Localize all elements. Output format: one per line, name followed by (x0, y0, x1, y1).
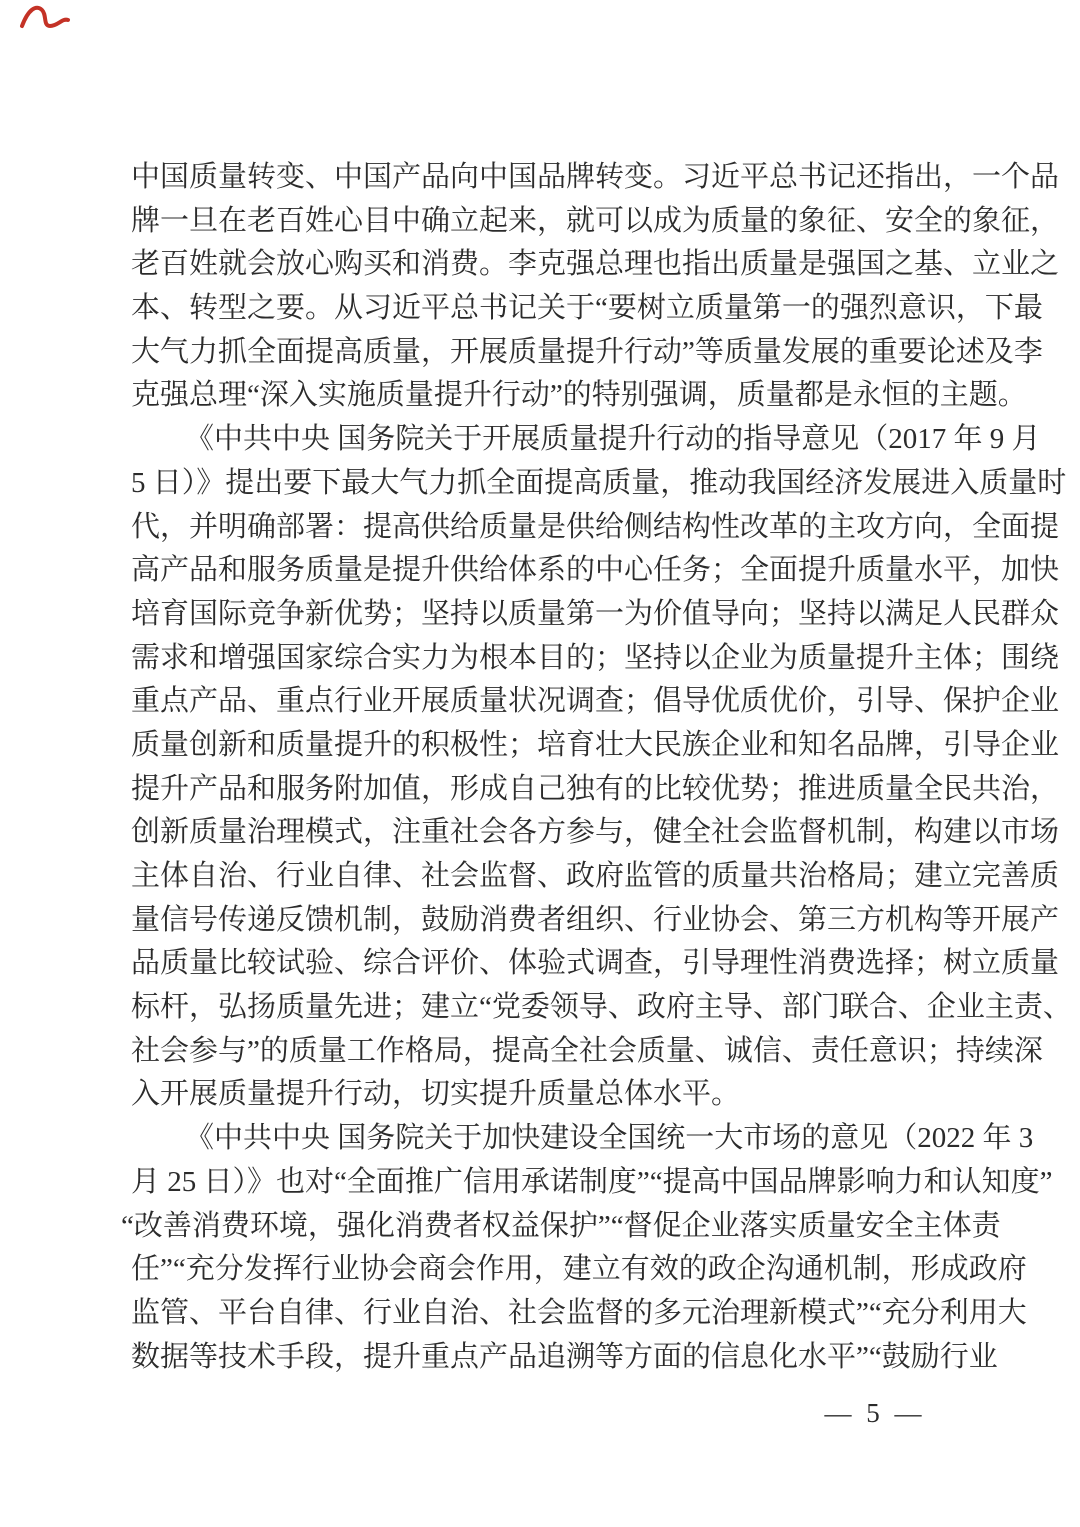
page-number: — 5 — (824, 1398, 926, 1428)
text-line: 量信号传递反馈机制，鼓励消费者组织、行业协会、第三方机构等开展产 (131, 903, 1060, 936)
text-line-paragraph-end: 入开展质量提升行动，切实提升质量总体水平。 (131, 1078, 741, 1111)
text-line: 本、转型之要。从习近平总书记关于“要树立质量第一的强烈意识，下最 (131, 292, 1043, 325)
text-line: 标杆，弘扬质量先进；建立“党委领导、政府主导、部门联合、企业主责、 (131, 991, 1072, 1024)
text-line: 创新质量治理模式，注重社会各方参与，健全社会监督机制，构建以市场 (131, 816, 1060, 849)
text-line: 高产品和服务质量是提升供给体系的中心任务；全面提升质量水平，加快 (131, 554, 1060, 587)
text-line: 重点产品、重点行业开展质量状况调查；倡导优质优价，引导、保护企业 (131, 685, 1060, 718)
text-line: 老百姓就会放心购买和消费。李克强总理也指出质量是强国之基、立业之 (131, 248, 1060, 281)
text-line: 月 25 日）》也对“全面推广信用承诺制度”“提高中国品牌影响力和认知度” (131, 1165, 1053, 1198)
text-line-paragraph-start: 《中共中央 国务院关于加快建设全国统一大市场的意见（2022 年 3 (185, 1122, 1034, 1155)
text-line: 监管、平台自律、行业自治、社会监督的多元治理新模式”“充分利用大 (131, 1296, 1027, 1329)
text-line: 品质量比较试验、综合评价、体验式调查，引导理性消费选择；树立质量 (131, 947, 1060, 980)
text-line: 5 日）》提出要下最大气力抓全面提高质量，推动我国经济发展进入质量时 (131, 466, 1067, 499)
text-line: 中国质量转变、中国产品向中国品牌转变。习近平总书记还指出，一个品 (131, 161, 1060, 193)
text-line: 任”“充分发挥行业协会商会作用，建立有效的政企沟通机制，形成政府 (131, 1253, 1027, 1286)
text-line: 主体自治、行业自律、社会监督、政府监管的质量共治格局；建立完善质 (131, 860, 1060, 892)
text-line: 大气力抓全面提高质量，开展质量提升行动”等质量发展的重要论述及李 (131, 335, 1043, 368)
text-line: 提升产品和服务附加值，形成自己独有的比较优势；推进质量全民共治， (131, 772, 1060, 805)
text-line: 质量创新和质量提升的积极性；培育壮大民族企业和知名品牌，引导企业 (131, 728, 1060, 761)
text-line: “改善消费环境，强化消费者权益保护”“督促企业落实质量安全主体责 (121, 1209, 1001, 1242)
text-line: 社会参与”的质量工作格局，提高全社会质量、诚信、责任意识；持续深 (131, 1034, 1043, 1067)
text-line: 代，并明确部署：提高供给质量是供给侧结构性改革的主攻方向，全面提 (131, 510, 1060, 543)
text-line: 克强总理“深入实施质量提升行动”的特别强调，质量都是永恒的主题。 (131, 379, 1027, 412)
text-line-paragraph-start: 《中共中央 国务院关于开展质量提升行动的指导意见（2017 年 9 月 (185, 423, 1041, 456)
body-text (121, 156, 1072, 1379)
text-line: 需求和增强国家综合实力为根本目的；坚持以企业为质量提升主体；围绕 (131, 641, 1060, 674)
text-line: 数据等技术手段，提升重点产品追溯等方面的信息化水平”“鼓励行业 (131, 1340, 998, 1373)
red-pen-mark (16, 0, 80, 44)
text-line: 培育国际竞争新优势；坚持以质量第一为价值导向；坚持以满足人民群众 (131, 597, 1060, 630)
text-line: 牌一旦在老百姓心目中确立起来，就可以成为质量的象征、安全的象征， (131, 204, 1060, 237)
